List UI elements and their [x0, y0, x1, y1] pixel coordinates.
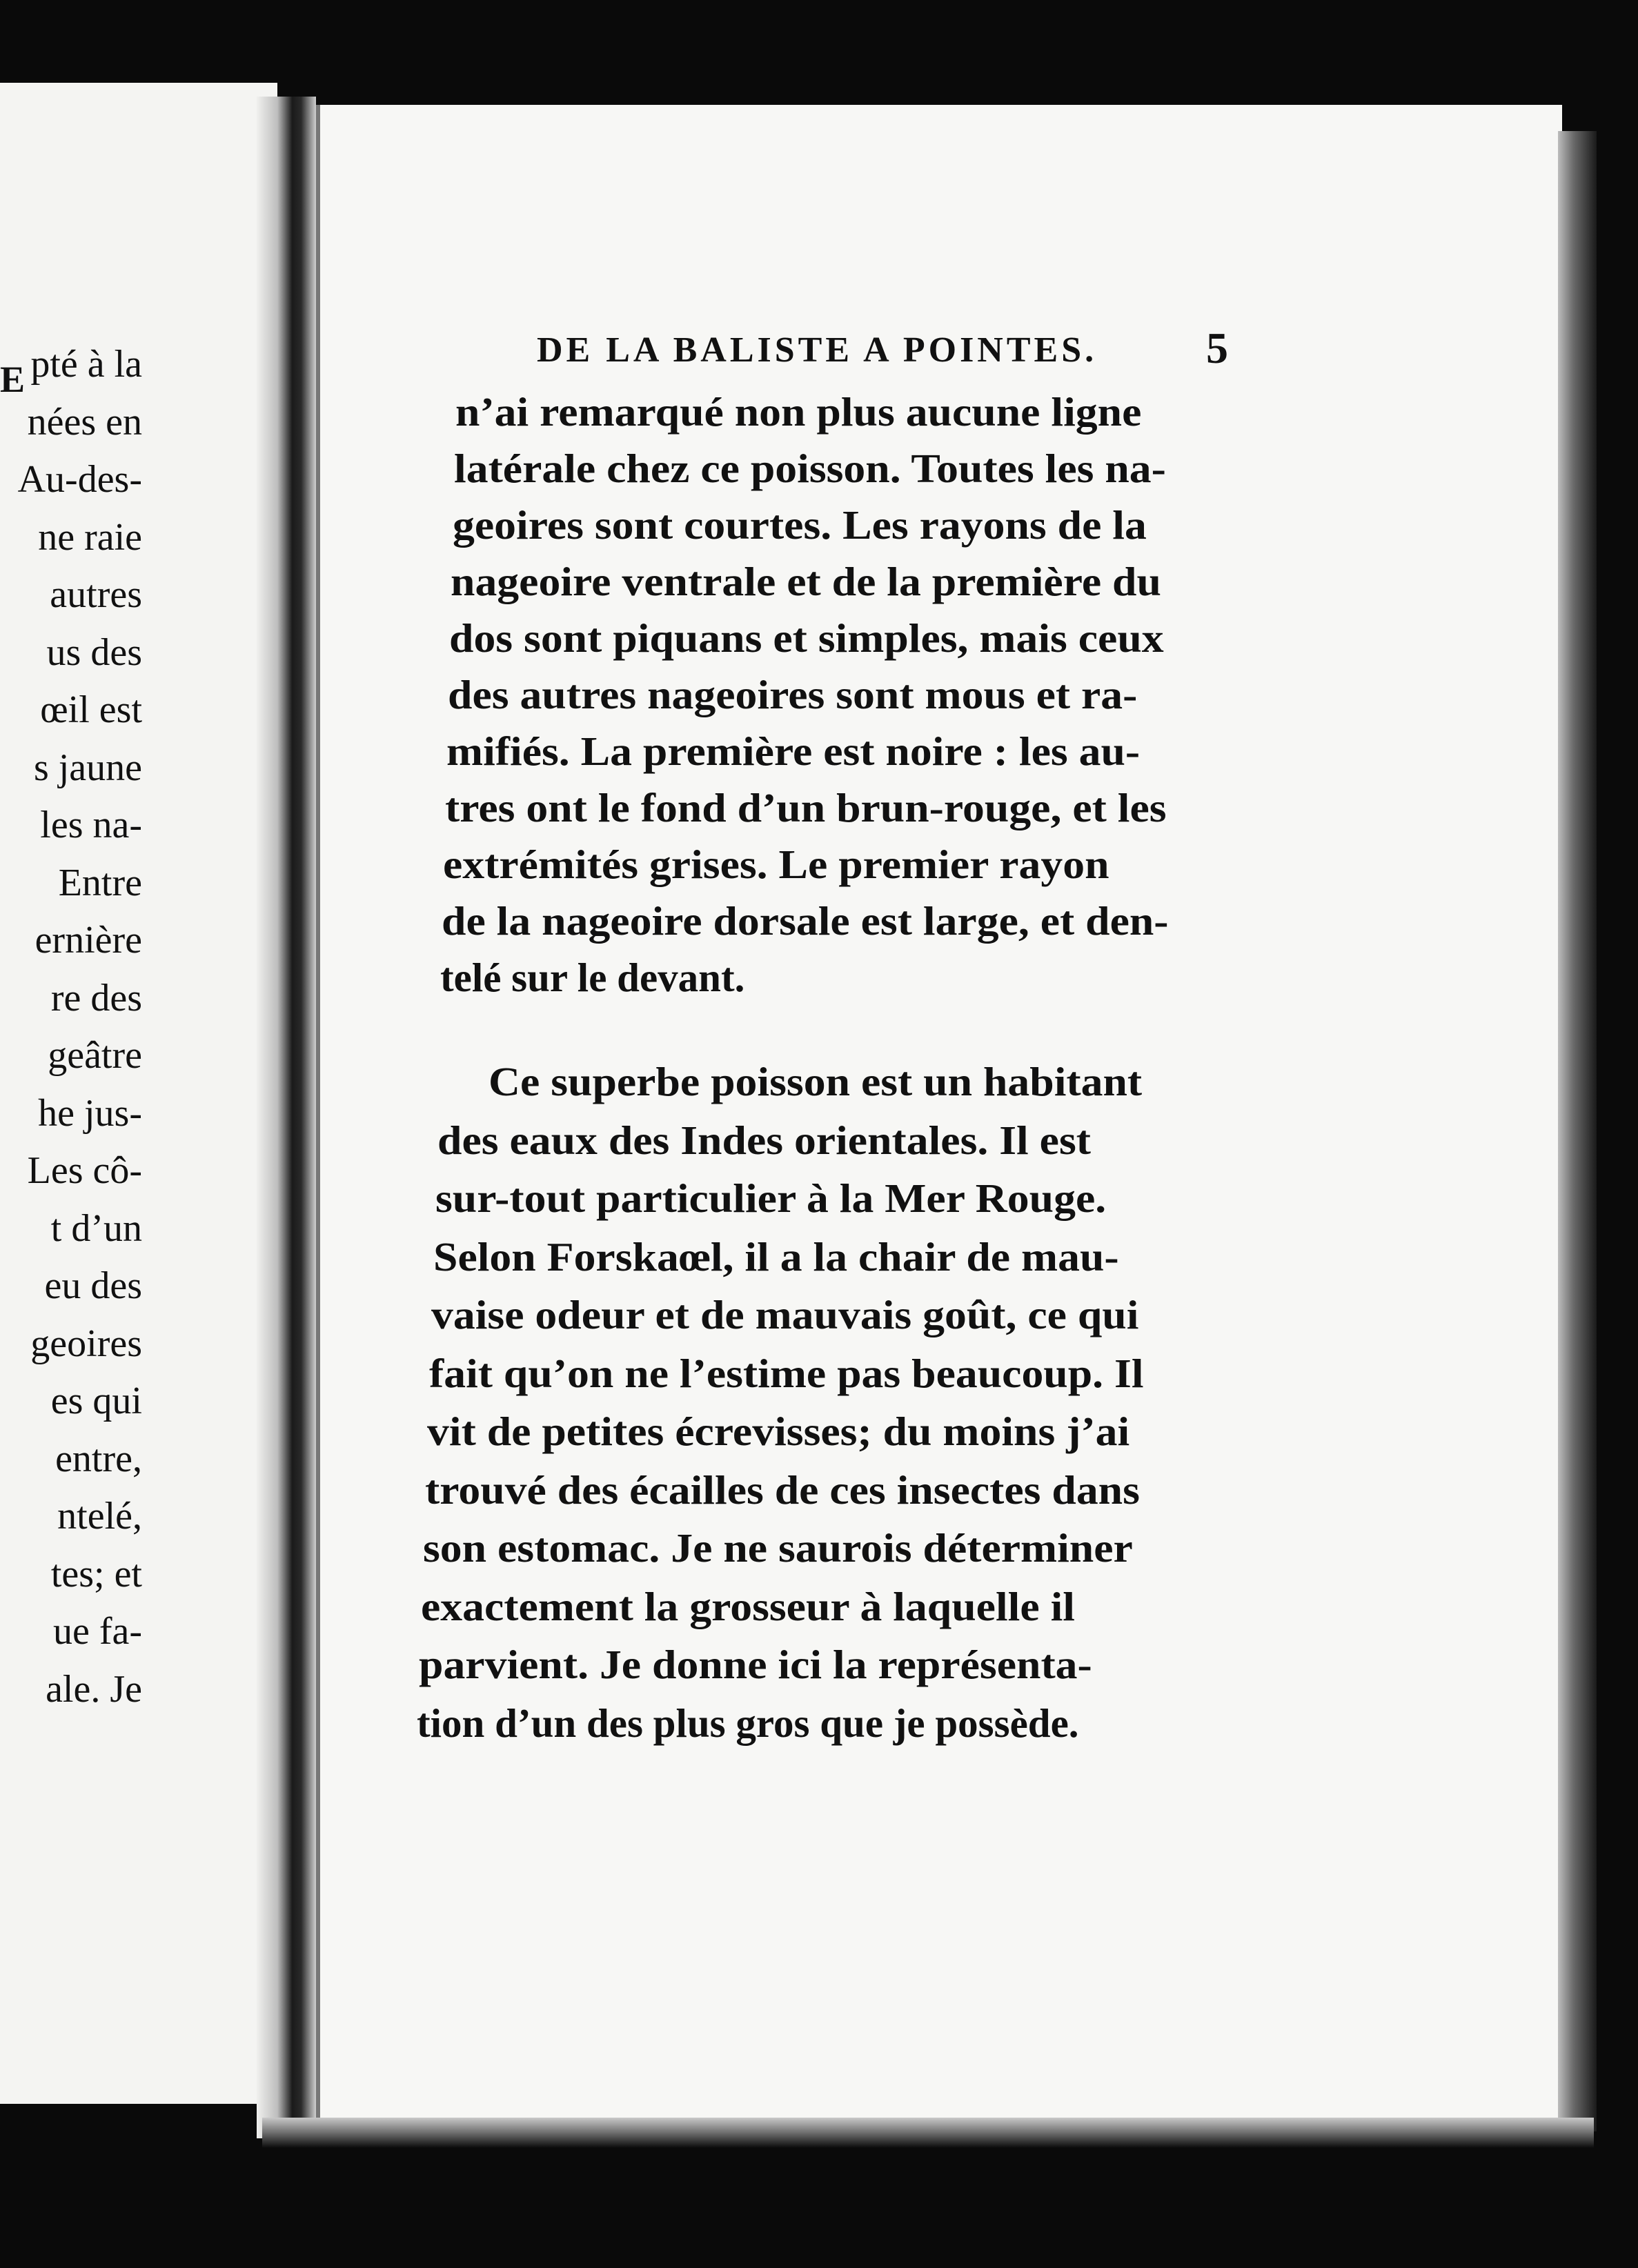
- left-page-line: t d’un: [50, 1206, 142, 1250]
- running-head: DE LA BALISTE A POINTES.: [537, 330, 1098, 370]
- paragraph1-line: des autres nageoires sont mous et ra-: [448, 672, 1138, 717]
- paragraph2-line: vit de petites écrevisses; du moins j’ai: [427, 1409, 1130, 1454]
- left-page-line: ernière: [34, 919, 142, 962]
- paragraph1-line: tres ont le fond d’un brun-rouge, et les: [444, 785, 1167, 830]
- paragraph1-line: extrémités grises. Le premier rayon: [443, 842, 1109, 887]
- left-page-line: autres: [50, 573, 142, 616]
- left-page-line: geoires: [30, 1322, 142, 1365]
- left-page-line: Au-des-: [17, 458, 142, 501]
- left-page-line: ue fa-: [52, 1610, 142, 1653]
- paragraph1-line: de la nageoire dorsale est large, et den-: [442, 898, 1169, 944]
- left-page-line: œil est: [40, 688, 142, 731]
- paragraph2-line: fait qu’on ne l’estime pas beaucoup. Il: [429, 1350, 1144, 1396]
- left-page-line: re des: [50, 976, 142, 1019]
- paragraph2-line: son estomac. Je ne saurois déterminer: [423, 1525, 1133, 1571]
- bottom-page-edge: [262, 2118, 1594, 2148]
- left-page-line: ntelé,: [57, 1495, 142, 1538]
- left-page-line: s jaune: [33, 746, 142, 789]
- paragraph2-line: parvient. Je donne ici la représenta-: [419, 1642, 1092, 1687]
- paragraph2-line: trouvé des écailles de ces insectes dans: [425, 1466, 1140, 1513]
- left-page-line: he jus-: [38, 1091, 142, 1135]
- paragraph2-line: vaise odeur et de mauvais goût, ce qui: [431, 1292, 1139, 1337]
- left-page-line: Entre: [58, 861, 142, 904]
- paragraph2-line: tion d’un des plus gros que je possède.: [417, 1700, 1079, 1746]
- left-page-line: entre,: [55, 1437, 142, 1480]
- left-page-line: geâtre: [48, 1034, 142, 1077]
- paragraph2-line: exactement la grosseur à laquelle il: [421, 1583, 1076, 1629]
- left-page-line: ale. Je: [46, 1667, 142, 1711]
- paragraph1-line: n’ai remarqué non plus aucune ligne: [455, 389, 1142, 435]
- paragraph2-line: des eaux des Indes orientales. Il est: [437, 1117, 1091, 1163]
- binding-gutter: [257, 97, 316, 2138]
- paragraph2-line: Selon Forskaœl, il a la chair de mau-: [433, 1233, 1119, 1280]
- left-page-line: Les cô-: [27, 1149, 142, 1192]
- page-number: 5: [1206, 324, 1228, 372]
- left-page-header-fragment: E: [0, 359, 26, 400]
- left-page-line: tes; et: [50, 1552, 142, 1595]
- right-page-edge: [1558, 131, 1597, 2131]
- paragraph2-line: sur-tout particulier à la Mer Rouge.: [435, 1175, 1107, 1221]
- left-page-line: eu des: [44, 1264, 142, 1307]
- left-page-line: ne raie: [38, 515, 142, 559]
- left-page-line: nées en: [27, 400, 142, 444]
- paragraph1-line: nageoire ventrale et de la première du: [451, 559, 1162, 604]
- left-page-line: us des: [46, 630, 142, 674]
- paragraph2-line: Ce superbe poisson est un habitant: [489, 1059, 1143, 1104]
- paragraph1-line: mifiés. La première est noire : les au-: [446, 728, 1140, 774]
- paragraph1-line: latérale chez ce poisson. Toutes les na-: [453, 446, 1166, 491]
- paragraph1-line: geoires sont courtes. Les rayons de la: [452, 502, 1147, 548]
- left-page-line: les na-: [40, 804, 142, 846]
- paragraph1-line: telé sur le devant.: [440, 955, 745, 1000]
- paragraph1-line: dos sont piquans et simples, mais ceux: [449, 615, 1164, 661]
- left-page: [0, 83, 277, 2104]
- left-page-line: es qui: [50, 1380, 142, 1422]
- left-page-line: pté à la: [30, 343, 142, 386]
